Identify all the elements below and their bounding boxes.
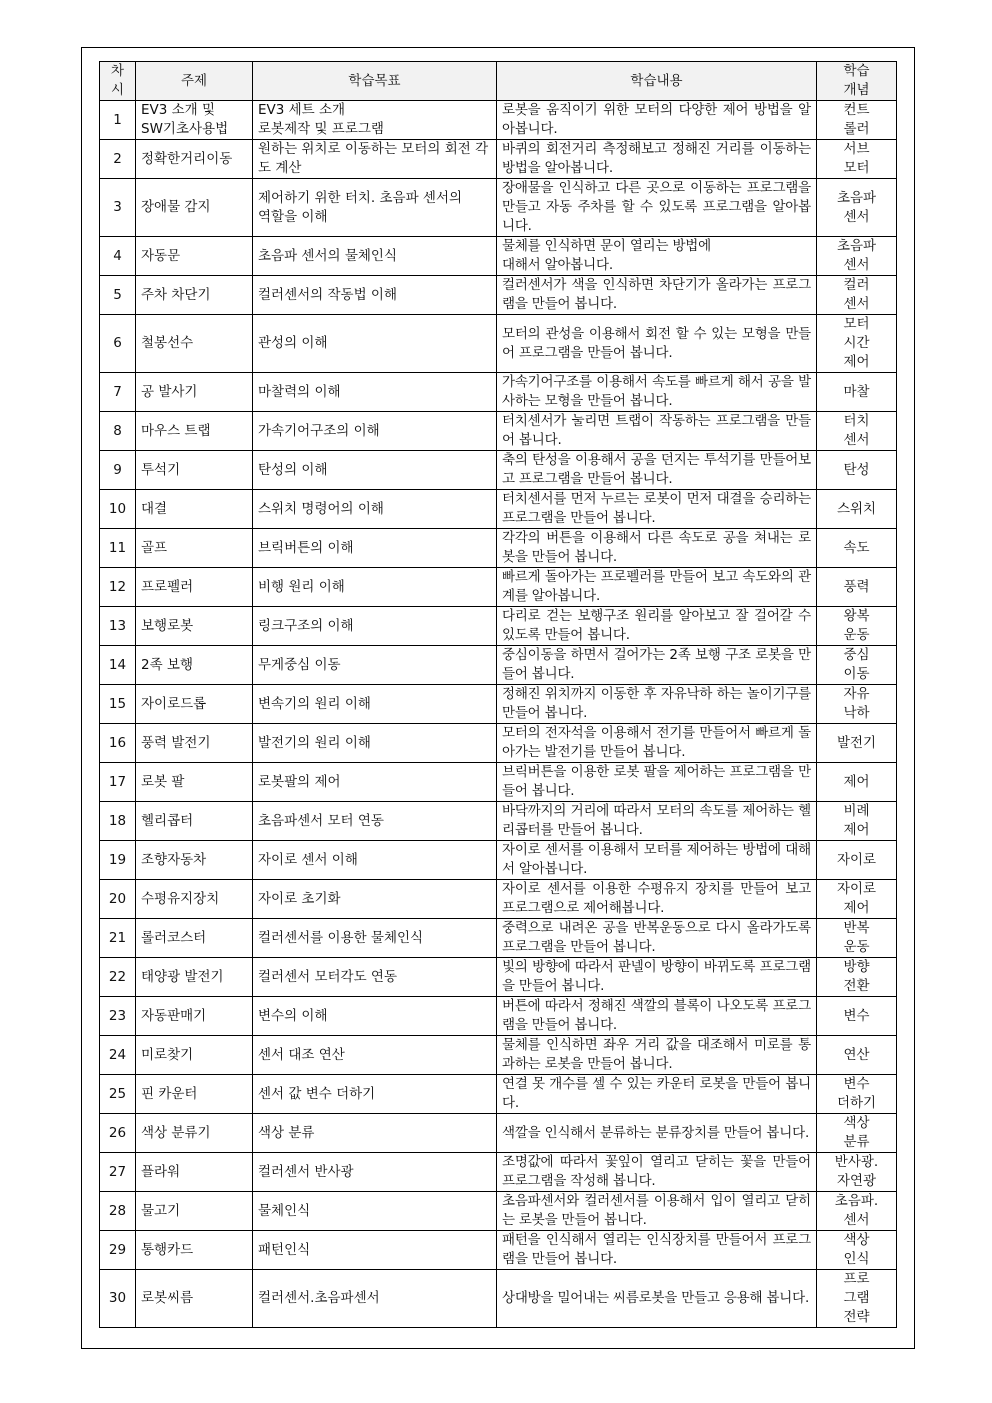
table-row: [100, 802, 897, 841]
concept-cell: 초음파 센서: [817, 179, 897, 237]
topic-cell: 풍력 발전기: [136, 724, 253, 763]
content-cell: 터치센서를 먼저 누르는 로봇이 먼저 대결을 승리하는 프로그램을 만들어 봅니다.: [497, 490, 817, 529]
content-cell: 상대방을 밀어내는 씨름로봇을 만들고 응용해 봅니다.: [497, 1270, 817, 1328]
session-number: 9: [100, 451, 136, 490]
topic-cell: 장애물 감지: [136, 179, 253, 237]
topic-cell: 공 발사기: [136, 373, 253, 412]
goal-cell: 자이로 센서 이해: [253, 841, 497, 880]
session-number: 8: [100, 412, 136, 451]
concept-cell: 방향 전환: [817, 958, 897, 997]
content-cell: 브릭버튼을 이용한 로봇 팔을 제어하는 프로그램을 만들어 봅니다.: [497, 763, 817, 802]
concept-cell: 서브 모터: [817, 140, 897, 179]
goal-cell: 컬러센서.초음파센서: [253, 1270, 497, 1328]
session-number: 22: [100, 958, 136, 997]
session-number: 7: [100, 373, 136, 412]
content-cell: 모터의 관성을 이용해서 회전 할 수 있는 모형을 만들어 프로그램을 만들어 봅니다.: [497, 315, 817, 373]
session-number: 30: [100, 1270, 136, 1328]
topic-cell: 색상 분류기: [136, 1114, 253, 1153]
table-body: [100, 101, 897, 1328]
topic-cell: 자동판매기: [136, 997, 253, 1036]
header-content: 학습내용: [497, 62, 817, 101]
topic-cell: 철봉선수: [136, 315, 253, 373]
table-row: [100, 568, 897, 607]
topic-cell: 롤러코스터: [136, 919, 253, 958]
goal-cell: 가속기어구조의 이해: [253, 412, 497, 451]
session-number: 24: [100, 1036, 136, 1075]
content-cell: 색깔을 인식해서 분류하는 분류장치를 만들어 봅니다.: [497, 1114, 817, 1153]
concept-cell: 탄성: [817, 451, 897, 490]
goal-cell: EV3 세트 소개 로봇제작 및 프로그램: [253, 101, 497, 140]
concept-cell: 변수: [817, 997, 897, 1036]
goal-cell: 컬러센서 모터각도 연동: [253, 958, 497, 997]
content-cell: 조명값에 따라서 꽃잎이 열리고 닫히는 꽃을 만들어 프로그램을 작성해 봅니다.: [497, 1153, 817, 1192]
goal-cell: 제어하기 위한 터치. 초음파 센서의 역할을 이해: [253, 179, 497, 237]
goal-cell: 탄성의 이해: [253, 451, 497, 490]
session-number: 23: [100, 997, 136, 1036]
table-row: [100, 315, 897, 373]
content-cell: 자이로 센서를 이용해서 모터를 제어하는 방법에 대해서 알아봅니다.: [497, 841, 817, 880]
table-row: [100, 412, 897, 451]
table-row: [100, 237, 897, 276]
content-cell: 정해진 위치까지 이동한 후 자유낙하 하는 놀이기구를 만들어 봅니다.: [497, 685, 817, 724]
table-row: [100, 919, 897, 958]
header-row: [100, 62, 897, 101]
content-cell: 물체를 인식하면 좌우 거리 값을 대조해서 미로를 통과하는 로봇을 만들어 봅니다.: [497, 1036, 817, 1075]
session-number: 10: [100, 490, 136, 529]
goal-cell: 브릭버튼의 이해: [253, 529, 497, 568]
table-row: [100, 1036, 897, 1075]
session-number: 20: [100, 880, 136, 919]
concept-cell: 제어: [817, 763, 897, 802]
session-number: 21: [100, 919, 136, 958]
content-cell: 바퀴의 회전거리 측정해보고 정해진 거리를 이동하는 방법을 알아봅니다.: [497, 140, 817, 179]
topic-cell: 자이로드롭: [136, 685, 253, 724]
session-number: 6: [100, 315, 136, 373]
topic-cell: 수평유지장치: [136, 880, 253, 919]
concept-cell: 왕복 운동: [817, 607, 897, 646]
topic-cell: 플라워: [136, 1153, 253, 1192]
concept-cell: 프로 그램 전략: [817, 1270, 897, 1328]
content-cell: 빛의 방향에 따라서 판넬이 방향이 바뀌도록 프로그램을 만들어 봅니다.: [497, 958, 817, 997]
goal-cell: 스위치 명령어의 이해: [253, 490, 497, 529]
goal-cell: 비행 원리 이해: [253, 568, 497, 607]
goal-cell: 패턴인식: [253, 1231, 497, 1270]
session-number: 28: [100, 1192, 136, 1231]
content-cell: 모터의 전자석을 이용해서 전기를 만들어서 빠르게 돌아가는 발전기를 만들어 봅니다.: [497, 724, 817, 763]
table-row: [100, 1075, 897, 1114]
topic-cell: 로봇 팔: [136, 763, 253, 802]
topic-cell: 보행로봇: [136, 607, 253, 646]
goal-cell: 로봇팔의 제어: [253, 763, 497, 802]
table-row: [100, 1270, 897, 1328]
session-number: 3: [100, 179, 136, 237]
session-number: 17: [100, 763, 136, 802]
concept-cell: 반사광. 자연광: [817, 1153, 897, 1192]
content-cell: 로봇을 움직이기 위한 모터의 다양한 제어 방법을 알아봅니다.: [497, 101, 817, 140]
topic-cell: 2족 보행: [136, 646, 253, 685]
topic-cell: 정확한거리이동: [136, 140, 253, 179]
topic-cell: 주차 차단기: [136, 276, 253, 315]
table-row: [100, 101, 897, 140]
topic-cell: 통행카드: [136, 1231, 253, 1270]
session-number: 18: [100, 802, 136, 841]
table-row: [100, 958, 897, 997]
content-cell: 중심이동을 하면서 걸어가는 2족 보행 구조 로봇을 만들어 봅니다.: [497, 646, 817, 685]
session-number: 26: [100, 1114, 136, 1153]
topic-cell: 프로펠러: [136, 568, 253, 607]
table-row: [100, 880, 897, 919]
goal-cell: 색상 분류: [253, 1114, 497, 1153]
goal-cell: 컬러센서를 이용한 물체인식: [253, 919, 497, 958]
table-row: [100, 1231, 897, 1270]
session-number: 12: [100, 568, 136, 607]
table-row: [100, 276, 897, 315]
concept-cell: 자이로 제어: [817, 880, 897, 919]
table-row: [100, 607, 897, 646]
concept-cell: 색상 인식: [817, 1231, 897, 1270]
table-row: [100, 373, 897, 412]
topic-cell: 대결: [136, 490, 253, 529]
concept-cell: 풍력: [817, 568, 897, 607]
concept-cell: 컬러 센서: [817, 276, 897, 315]
content-cell: 각각의 버튼을 이용해서 다른 속도로 공을 쳐내는 로봇을 만들어 봅니다.: [497, 529, 817, 568]
table-row: [100, 685, 897, 724]
goal-cell: 초음파센서 모터 연동: [253, 802, 497, 841]
content-cell: 축의 탄성을 이용해서 공을 던지는 투석기를 만들어보고 프로그램을 만들어 봅니다.: [497, 451, 817, 490]
session-number: 2: [100, 140, 136, 179]
content-cell: 장애물을 인식하고 다른 곳으로 이동하는 프로그램을 만들고 자동 주차를 할 수 있도록 프로그램을 알아봅니다.: [497, 179, 817, 237]
goal-cell: 컬러센서의 작동법 이해: [253, 276, 497, 315]
topic-cell: 마우스 트랩: [136, 412, 253, 451]
concept-cell: 중심 이동: [817, 646, 897, 685]
topic-cell: 태양광 발전기: [136, 958, 253, 997]
content-cell: 컬러센서가 색을 인식하면 차단기가 올라가는 프로그램을 만들어 봅니다.: [497, 276, 817, 315]
session-number: 13: [100, 607, 136, 646]
table-row: [100, 1114, 897, 1153]
goal-cell: 센서 대조 연산: [253, 1036, 497, 1075]
content-cell: 자이로 센서를 이용한 수평유지 장치를 만들어 보고 프로그램으로 제어해봅니다.: [497, 880, 817, 919]
header-concept: 학습 개념: [817, 62, 897, 101]
concept-cell: 자유 낙하: [817, 685, 897, 724]
content-cell: 중력으로 내려온 공을 반복운동으로 다시 올라가도록 프로그램을 만들어 봅니다.: [497, 919, 817, 958]
goal-cell: 자이로 초기화: [253, 880, 497, 919]
concept-cell: 자이로: [817, 841, 897, 880]
content-cell: 물체를 인식하면 문이 열리는 방법에 대해서 알아봅니다.: [497, 237, 817, 276]
session-number: 29: [100, 1231, 136, 1270]
content-cell: 바닥까지의 거리에 따라서 모터의 속도를 제어하는 헬리콥터를 만들어 봅니다.: [497, 802, 817, 841]
goal-cell: 무게중심 이동: [253, 646, 497, 685]
table-row: [100, 997, 897, 1036]
session-number: 27: [100, 1153, 136, 1192]
session-number: 1: [100, 101, 136, 140]
concept-cell: 마찰: [817, 373, 897, 412]
goal-cell: 관성의 이해: [253, 315, 497, 373]
goal-cell: 링크구조의 이해: [253, 607, 497, 646]
concept-cell: 모터 시간 제어: [817, 315, 897, 373]
topic-cell: 조향자동차: [136, 841, 253, 880]
session-number: 15: [100, 685, 136, 724]
concept-cell: 발전기: [817, 724, 897, 763]
table-row: [100, 1192, 897, 1231]
table-row: [100, 490, 897, 529]
session-number: 5: [100, 276, 136, 315]
session-number: 14: [100, 646, 136, 685]
header-goal: 학습목표: [253, 62, 497, 101]
topic-cell: 헬리콥터: [136, 802, 253, 841]
concept-cell: 터치 센서: [817, 412, 897, 451]
topic-cell: 로봇씨름: [136, 1270, 253, 1328]
goal-cell: 센서 값 변수 더하기: [253, 1075, 497, 1114]
content-cell: 가속기어구조를 이용해서 속도를 빠르게 해서 공을 발사하는 모형을 만들어 봅니다.: [497, 373, 817, 412]
concept-cell: 초음파 센서: [817, 237, 897, 276]
goal-cell: 발전기의 원리 이해: [253, 724, 497, 763]
concept-cell: 컨트 롤러: [817, 101, 897, 140]
table-row: [100, 724, 897, 763]
concept-cell: 스위치: [817, 490, 897, 529]
goal-cell: 물체인식: [253, 1192, 497, 1231]
session-number: 16: [100, 724, 136, 763]
goal-cell: 변속기의 원리 이해: [253, 685, 497, 724]
topic-cell: 미로찾기: [136, 1036, 253, 1075]
topic-cell: 물고기: [136, 1192, 253, 1231]
session-number: 11: [100, 529, 136, 568]
table-row: [100, 529, 897, 568]
header-session: 차 시: [100, 62, 136, 101]
topic-cell: 핀 카운터: [136, 1075, 253, 1114]
content-cell: 빠르게 돌아가는 프로펠러를 만들어 보고 속도와의 관계를 알아봅니다.: [497, 568, 817, 607]
session-number: 4: [100, 237, 136, 276]
header-topic: 주제: [136, 62, 253, 101]
session-number: 19: [100, 841, 136, 880]
table-row: [100, 451, 897, 490]
content-cell: 터치센서가 눌리면 트랩이 작동하는 프로그램을 만들어 봅니다.: [497, 412, 817, 451]
table-row: [100, 646, 897, 685]
concept-cell: 연산: [817, 1036, 897, 1075]
concept-cell: 색상 분류: [817, 1114, 897, 1153]
goal-cell: 초음파 센서의 물체인식: [253, 237, 497, 276]
content-cell: 다리로 걷는 보행구조 원리를 알아보고 잘 걸어갈 수 있도록 만들어 봅니다.: [497, 607, 817, 646]
goal-cell: 마찰력의 이해: [253, 373, 497, 412]
table-row: [100, 179, 897, 237]
content-cell: 연결 못 개수를 셀 수 있는 카운터 로봇을 만들어 봅니다.: [497, 1075, 817, 1114]
curriculum-table: [99, 61, 897, 1328]
concept-cell: 반복 운동: [817, 919, 897, 958]
concept-cell: 속도: [817, 529, 897, 568]
session-number: 25: [100, 1075, 136, 1114]
concept-cell: 초음파. 센서: [817, 1192, 897, 1231]
topic-cell: EV3 소개 및 SW기초사용법: [136, 101, 253, 140]
topic-cell: 골프: [136, 529, 253, 568]
concept-cell: 비례 제어: [817, 802, 897, 841]
goal-cell: 원하는 위치로 이동하는 모터의 회전 각도 계산: [253, 140, 497, 179]
table-row: [100, 140, 897, 179]
content-cell: 초음파센서와 컬러센서를 이용해서 입이 열리고 닫히는 로봇을 만들어 봅니다.: [497, 1192, 817, 1231]
table-row: [100, 841, 897, 880]
topic-cell: 자동문: [136, 237, 253, 276]
concept-cell: 변수 더하기: [817, 1075, 897, 1114]
table-row: [100, 763, 897, 802]
table-row: [100, 1153, 897, 1192]
goal-cell: 컬러센서 반사광: [253, 1153, 497, 1192]
topic-cell: 투석기: [136, 451, 253, 490]
content-cell: 패턴을 인식해서 열리는 인식장치를 만들어서 프로그램을 만들어 봅니다.: [497, 1231, 817, 1270]
goal-cell: 변수의 이해: [253, 997, 497, 1036]
content-cell: 버튼에 따라서 정해진 색깔의 블록이 나오도록 프로그램을 만들어 봅니다.: [497, 997, 817, 1036]
